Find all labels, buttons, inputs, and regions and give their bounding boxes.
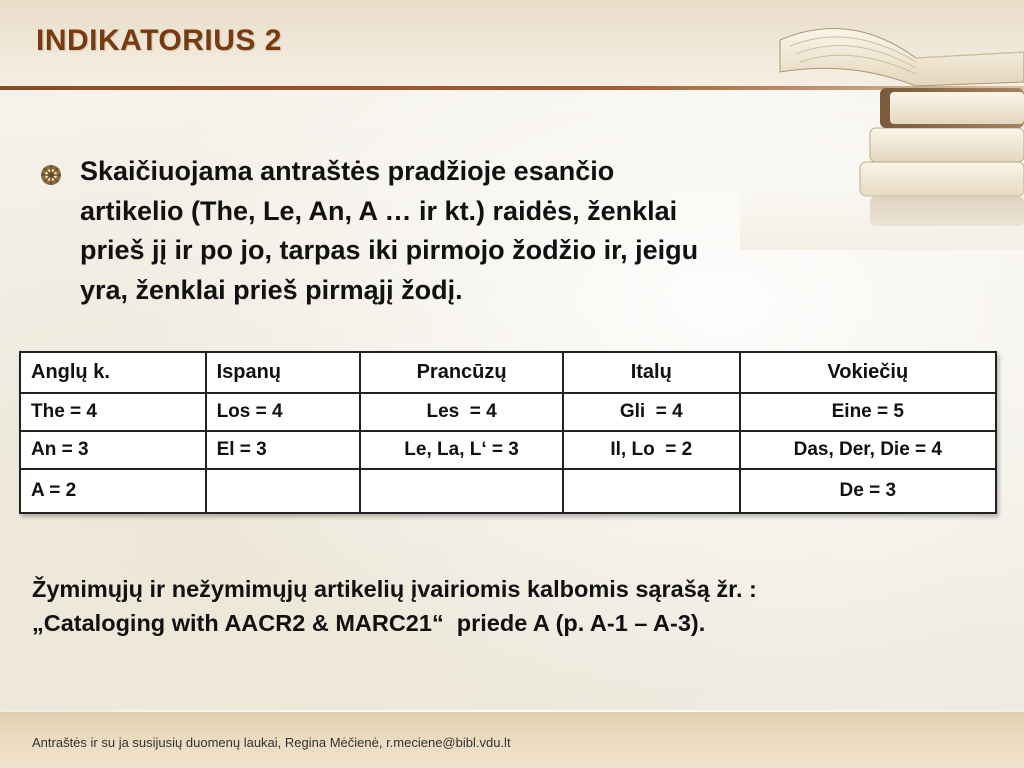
table-row bbox=[20, 469, 996, 513]
table-cell: An = 3 bbox=[20, 431, 206, 469]
table-cell bbox=[206, 469, 361, 513]
table-header-cell: Vokiečių bbox=[740, 352, 996, 393]
reference-note bbox=[32, 572, 982, 640]
bullet-line: Skaičiuojama antraštės pradžioje esančio bbox=[80, 156, 615, 186]
bullet-icon bbox=[40, 164, 62, 186]
note-line: Žymimųjų ir nežymimųjų artikelių įvairiomis kalbomis sąrašą žr. : bbox=[32, 576, 757, 602]
table-header-cell: Italų bbox=[563, 352, 740, 393]
table-cell: El = 3 bbox=[206, 431, 361, 469]
table-cell: Il, Lo = 2 bbox=[563, 431, 740, 469]
table-header-cell: Prancūzų bbox=[360, 352, 563, 393]
table-cell: Los = 4 bbox=[206, 393, 361, 431]
bullet-paragraph bbox=[80, 152, 870, 310]
table-cell: Das, Der, Die = 4 bbox=[740, 431, 996, 469]
bullet-line: prieš jį ir po jo, tarpas iki pirmojo žodžio ir, jeigu bbox=[80, 235, 699, 265]
table-header-cell: Anglų k. bbox=[20, 352, 206, 393]
bullet-line: artikelio (The, Le, An, A … ir kt.) raidės, ženklai bbox=[80, 195, 678, 226]
table-cell: Le, La, L‘ = 3 bbox=[360, 431, 563, 469]
note-line: „Cataloging with AACR2 & MARC21“ priede A (p. A-1 – A-3). bbox=[32, 610, 706, 636]
footer-text: Antraštės ir su ja susijusių duomenų laukai, Regina Mėčienė, r.meciene@bibl.vdu.lt bbox=[32, 735, 511, 750]
bullet-line: yra, ženklai prieš pirmąjį žodį. bbox=[80, 274, 463, 305]
table-cell: Eine = 5 bbox=[740, 393, 996, 431]
table-cell: The = 4 bbox=[20, 393, 206, 431]
table-header-row bbox=[20, 352, 996, 393]
table-cell bbox=[563, 469, 740, 513]
table-cell bbox=[360, 469, 563, 513]
slide-title: INDIKATORIUS 2 bbox=[36, 24, 282, 57]
table-row bbox=[20, 393, 996, 431]
table-cell: A = 2 bbox=[20, 469, 206, 513]
table-cell: Gli = 4 bbox=[563, 393, 740, 431]
articles-table bbox=[19, 351, 997, 514]
table-header-cell: Ispanų bbox=[206, 352, 361, 393]
table-row bbox=[20, 431, 996, 469]
table-cell: De = 3 bbox=[740, 469, 996, 513]
table-cell: Les = 4 bbox=[360, 393, 563, 431]
